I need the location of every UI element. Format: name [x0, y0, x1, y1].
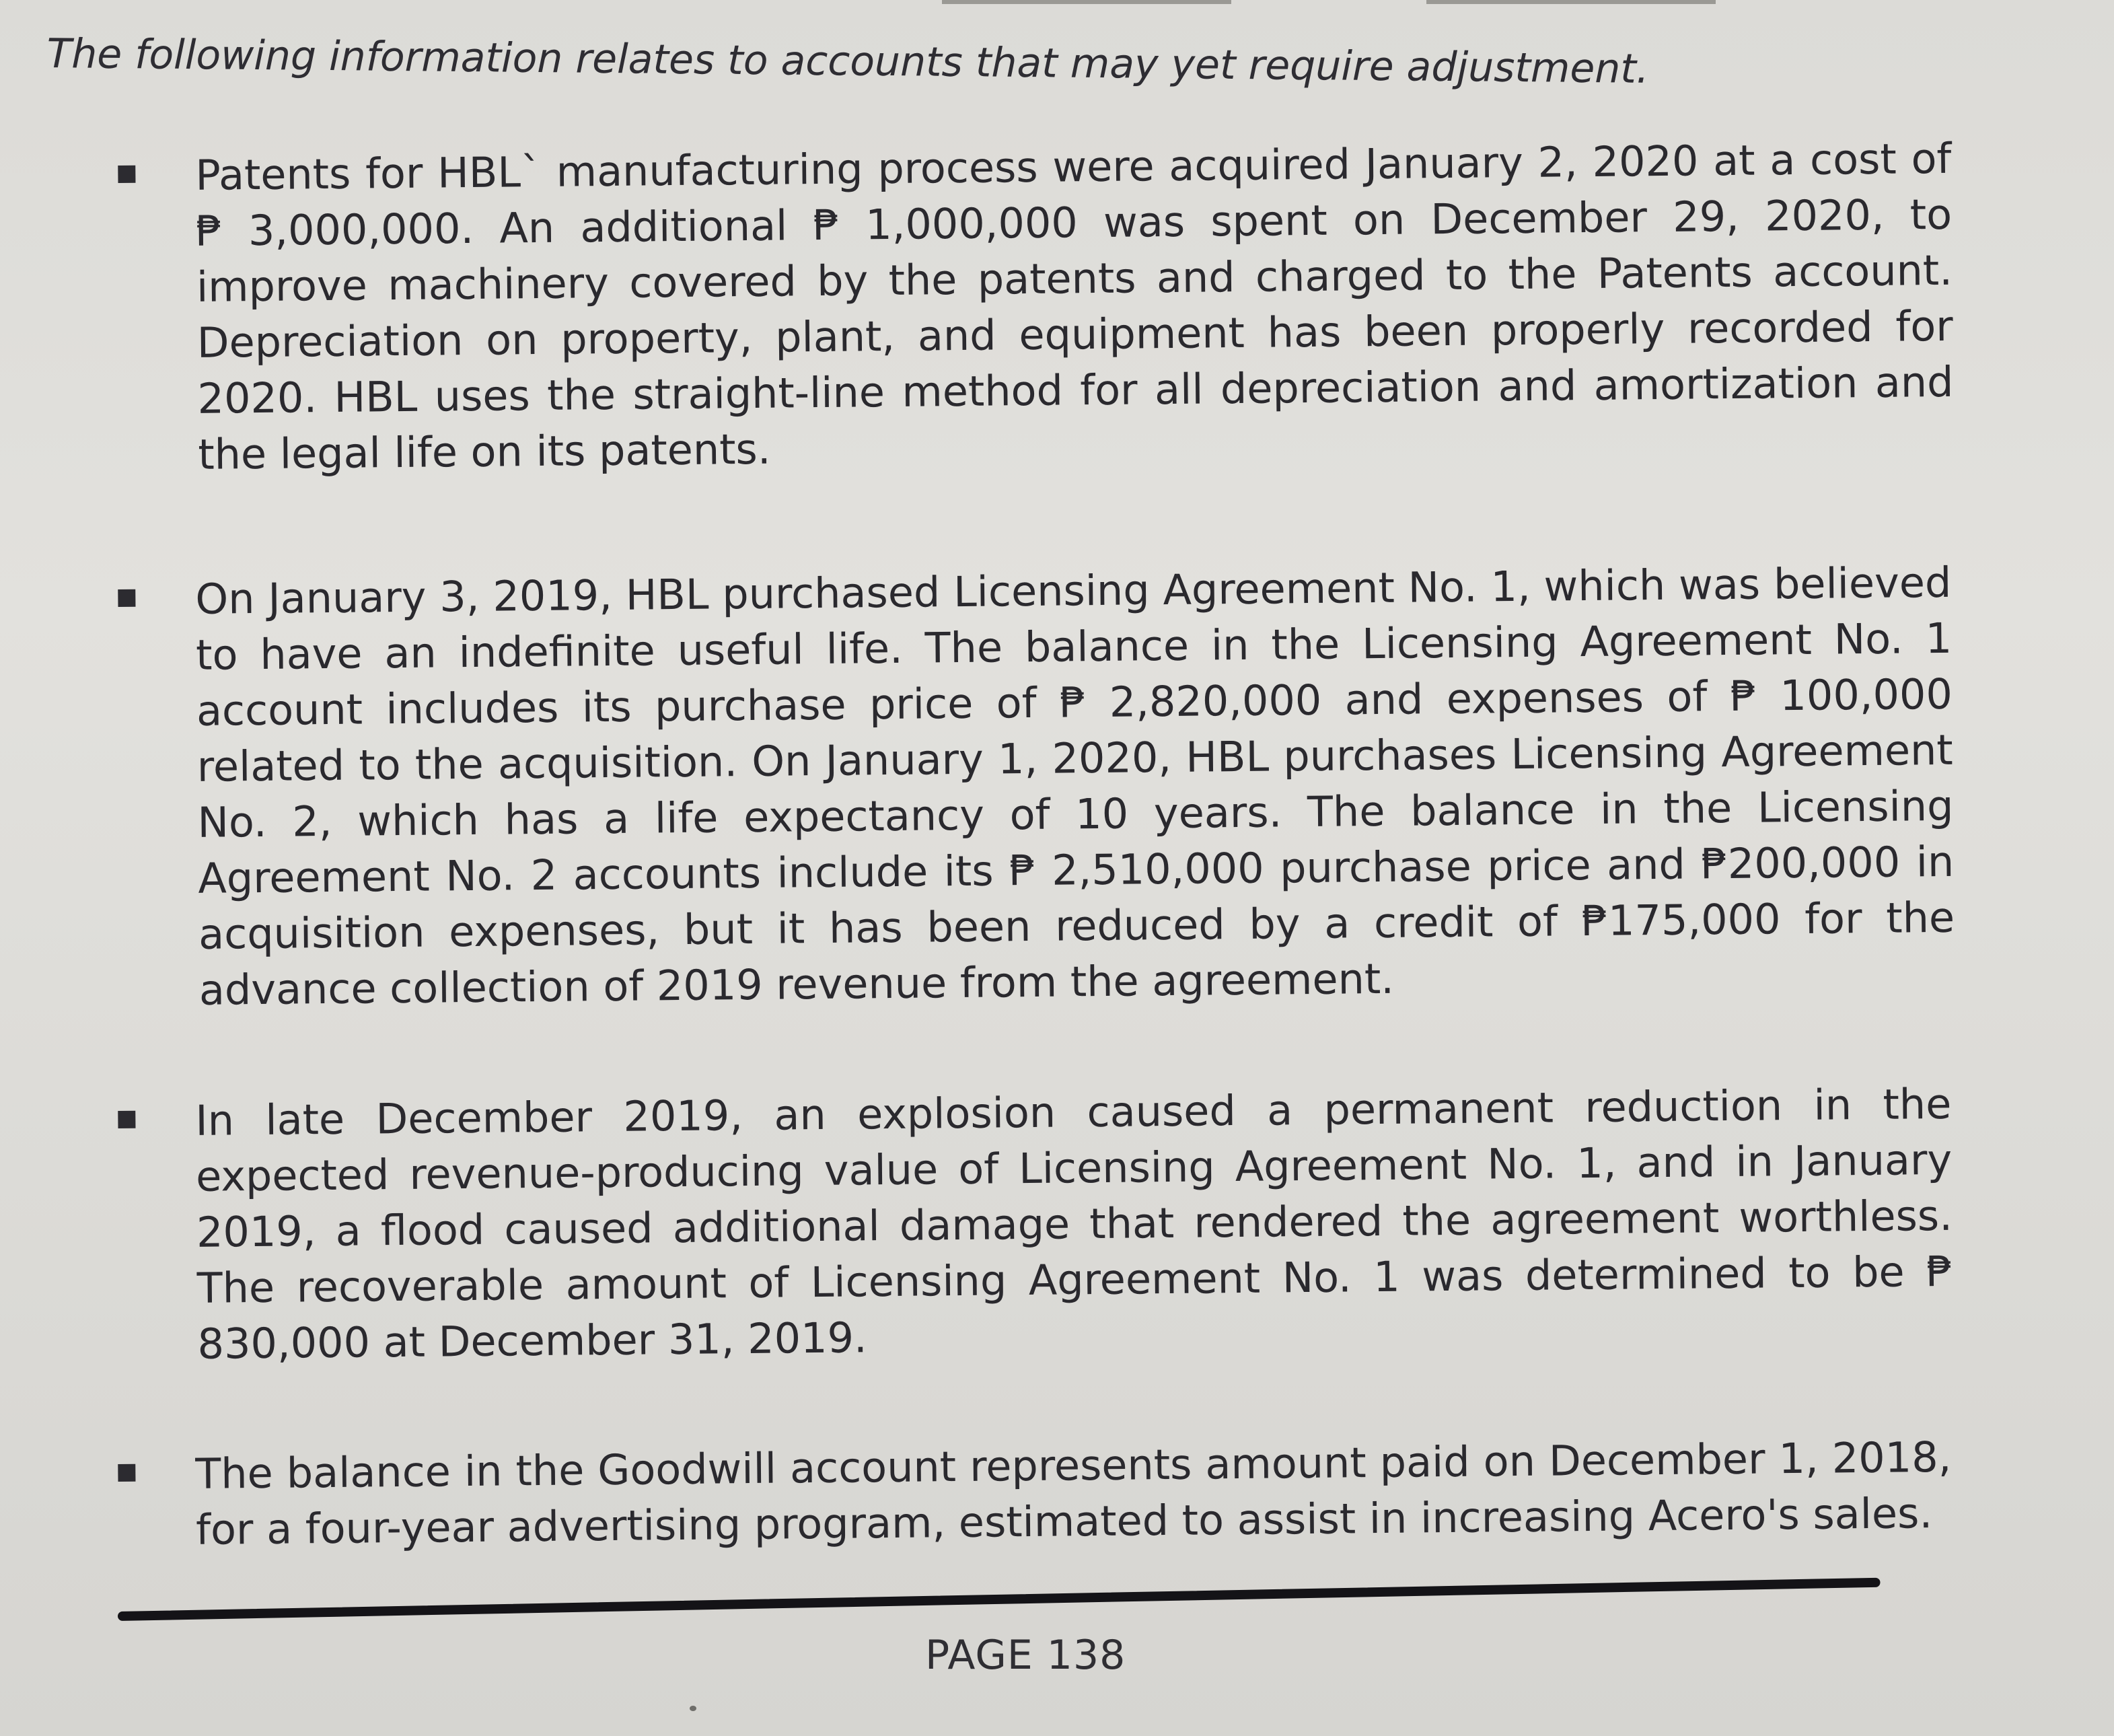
page-number: PAGE 138 [925, 1632, 1126, 1679]
top-edge-marks [942, 0, 1716, 7]
list-item-text: In late December 2019, an explosion caused a permanent reduction in the expected revenue-producing value of Licensing Agreement No. 1, and in January 2019, a flood caused additional damage that rendered the agreement worthless. The recoverable amount of Licensing Agreement No. 1 was determined to be ₱ 830,000 at December 31, 2019. [195, 1079, 1954, 1369]
list-item-impairment [118, 1076, 1955, 1369]
list-item-licensing-agreements [118, 554, 1955, 1015]
footer-divider [118, 1578, 1881, 1621]
square-bullet-icon [118, 1464, 135, 1482]
paper-speck [690, 1706, 696, 1711]
list-item-text: Patents for HBL` manufacturing process were acquired January 2, 2020 at a cost of ₱ 3,000,000. An additional ₱ 1,000,000 was spent on December 29, 2020, to improve machinery covered by the patents and charged to the Patents account. Depreciation on property, plant, and equipment has been properly recorded for 2020. HBL uses the straight-line method for all depreciation and amortization and the legal life on its patents. [195, 133, 1954, 479]
square-bullet-icon [118, 589, 135, 607]
list-item-text: The balance in the Goodwill account represents amount paid on December 1, 2018, for a four-year advertising program, estimated to assist in increasing Acero's sales. [195, 1432, 1952, 1554]
list-item-patents [118, 131, 1955, 479]
list-item-goodwill [118, 1429, 1955, 1554]
square-bullet-icon [118, 1111, 135, 1128]
square-bullet-icon [118, 166, 135, 183]
list-item-text: On January 3, 2019, HBL purchased Licensing Agreement No. 1, which was believed to have an indefinite useful life. The balance in the Licensing Agreement No. 1 account includes its purchase price of ₱ 2,820,000 and expenses of ₱ 100,000 related to the acquisition. On January 1, 2020, HBL purchases Licensing Agreement No. 2, which has a life expectancy of 10 years. The balance in the Licensing Agreement No. 2 accounts include its ₱ 2,510,000 purchase price and ₱200,000 in acquisition expenses, but it has been reduced by a credit of ₱175,000 for the advance collection of 2019 revenue from the agreement. [195, 557, 1955, 1015]
intro-sentence: The following information relates to accounts that may yet require adjustment. [46, 30, 1650, 93]
